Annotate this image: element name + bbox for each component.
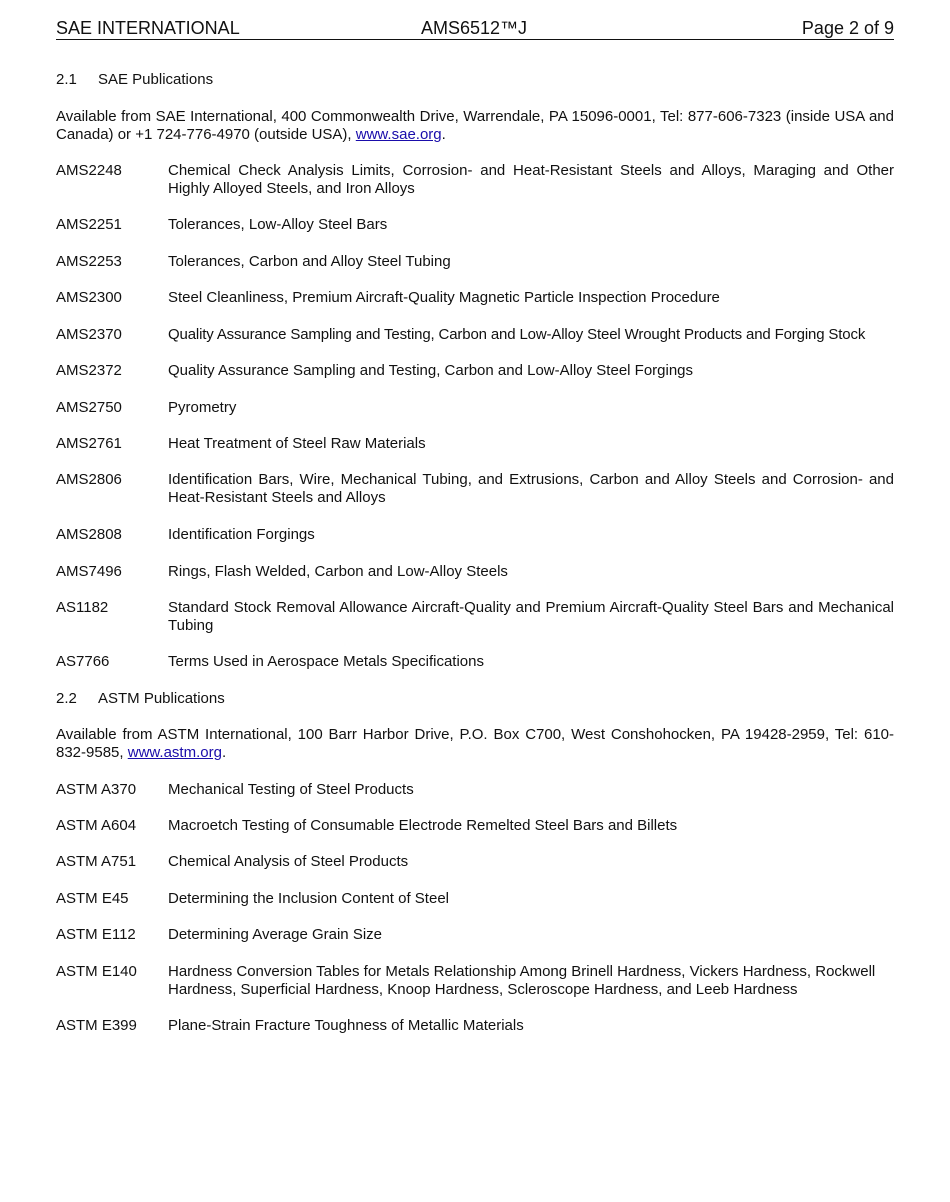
sae-availability-paragraph: Available from SAE International, 400 Commonwealth Drive, Warrendale, PA 15096-0001, Tel: 877-606-7323 (inside USA and Canada) or +1 724-776-4970 (outside USA), www.sae.org. (56, 108, 894, 143)
reference-code: AMS2300 (56, 289, 122, 306)
reference-code: AMS2808 (56, 526, 122, 543)
reference-code: AMS2370 (56, 326, 122, 343)
header-page-number: Page 2 of 9 (801, 18, 894, 38)
reference-code: ASTM E112 (56, 926, 136, 943)
reference-title: Quality Assurance Sampling and Testing, Carbon and Low-Alloy Steel Wrought Products and Forging Stock (168, 326, 866, 343)
header-org: SAE INTERNATIONAL (56, 18, 240, 38)
reference-title: Heat Treatment of Steel Raw Materials (168, 435, 426, 452)
section-title: ASTM Publications (98, 690, 225, 707)
reference-title: Rings, Flash Welded, Carbon and Low-Alloy Steels (168, 563, 508, 580)
header-doc-id: AMS6512™J (421, 18, 528, 38)
reference-code: ASTM A751 (56, 853, 137, 870)
reference-title: Standard Stock Removal Allowance Aircraft-Quality and Premium Aircraft-Quality Steel Bars and Mechanical Tubing (168, 599, 894, 634)
reference-code: AMS2761 (56, 435, 122, 452)
reference-title: Determining Average Grain Size (168, 926, 382, 943)
reference-title: Quality Assurance Sampling and Testing, Carbon and Low-Alloy Steel Forgings (168, 362, 694, 379)
section-title: SAE Publications (98, 71, 214, 88)
section-heading-sae (56, 71, 894, 89)
page-header (56, 17, 894, 40)
reference-title: Pyrometry (168, 399, 237, 416)
reference-title: Plane-Strain Fracture Toughness of Metallic Materials (168, 1017, 524, 1034)
reference-code: AMS2372 (56, 362, 122, 379)
section-heading-astm (56, 690, 894, 708)
reference-title: Macroetch Testing of Consumable Electrode Remelted Steel Bars and Billets (168, 817, 678, 834)
reference-title: Hardness Conversion Tables for Metals Relationship Among Brinell Hardness, Vickers Hardness, Rockwell Hardness, Superficial Hardness, Knoop Hardness, Scleroscope Hardness, and Leeb Hardness (168, 963, 876, 998)
reference-code: ASTM E45 (56, 890, 129, 907)
section-number: 2.2 (56, 690, 77, 707)
reference-title: Mechanical Testing of Steel Products (168, 781, 414, 798)
availability-text: Available from ASTM International, 100 Barr Harbor Drive, P.O. Box C700, West Conshohocken, PA 19428-2959, Tel: 610-832-9585, (56, 726, 894, 761)
reference-code: AS7766 (56, 653, 110, 670)
reference-title: Determining the Inclusion Content of Steel (168, 890, 449, 907)
reference-code: AMS2253 (56, 253, 122, 270)
astm-website-link[interactable]: www.astm.org (127, 744, 222, 761)
reference-code: AMS7496 (56, 563, 122, 580)
reference-title: Tolerances, Low-Alloy Steel Bars (168, 216, 388, 233)
reference-title: Tolerances, Carbon and Alloy Steel Tubing (168, 253, 451, 270)
reference-code: ASTM A370 (56, 781, 137, 798)
section-number: 2.1 (56, 71, 77, 88)
reference-code: ASTM E399 (56, 1017, 137, 1034)
reference-title: Identification Forgings (168, 526, 315, 543)
reference-title: Steel Cleanliness, Premium Aircraft-Quality Magnetic Particle Inspection Procedure (168, 289, 720, 306)
reference-title: Chemical Analysis of Steel Products (168, 853, 409, 870)
reference-code: AMS2806 (56, 471, 122, 488)
reference-code: ASTM E140 (56, 963, 137, 980)
astm-availability-paragraph: Available from ASTM International, 100 Barr Harbor Drive, P.O. Box C700, West Conshohocken, PA 19428-2959, Tel: 610-832-9585, www.astm.org. (56, 726, 894, 761)
reference-code: AMS2251 (56, 216, 122, 233)
availability-text: Available from SAE International, 400 Commonwealth Drive, Warrendale, PA 15096-0001, Tel: 877-606-7323 (inside USA and Canada) or +1 724-776-4970 (outside USA), (56, 108, 894, 143)
reference-code: AMS2248 (56, 162, 122, 179)
reference-code: AS1182 (56, 599, 109, 616)
reference-title: Identification Bars, Wire, Mechanical Tubing, and Extrusions, Carbon and Alloy Steels and Corrosion- and Heat-Resistant Steels and Alloys (168, 471, 894, 506)
reference-title: Chemical Check Analysis Limits, Corrosion- and Heat-Resistant Steels and Alloys, Maraging and Other Highly Alloyed Steels, and Iron Alloys (168, 162, 894, 197)
reference-code: ASTM A604 (56, 817, 137, 834)
reference-code: AMS2750 (56, 399, 122, 416)
reference-title: Terms Used in Aerospace Metals Specifications (168, 653, 484, 670)
sae-website-link[interactable]: www.sae.org (355, 126, 442, 143)
